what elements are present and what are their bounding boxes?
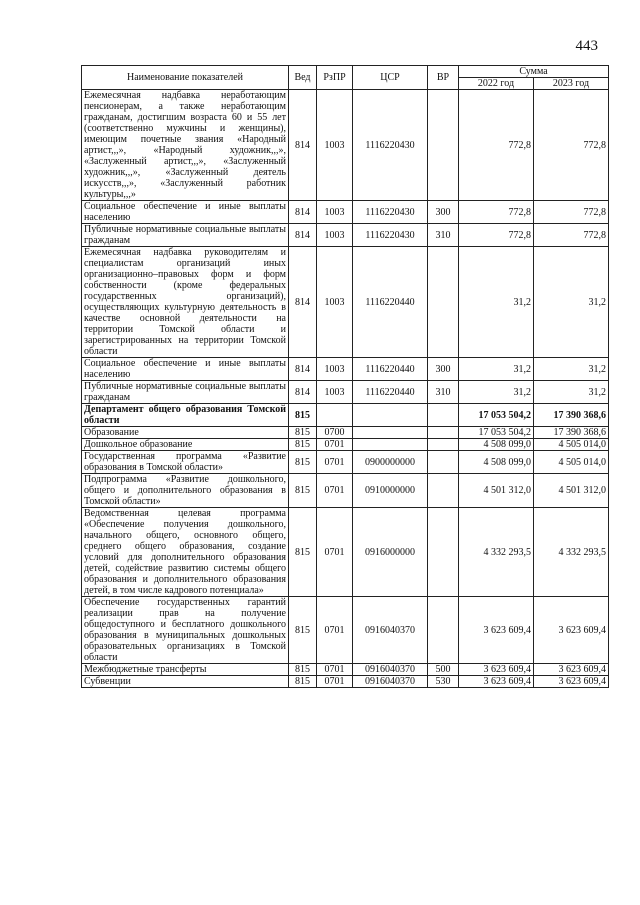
cell-y2022: 4 501 312,0 bbox=[459, 474, 534, 508]
cell-name: Публичные нормативные социальные выплаты гражданам bbox=[82, 381, 289, 404]
cell-rzpr: 0701 bbox=[317, 676, 353, 688]
cell-y2023: 3 623 609,4 bbox=[534, 676, 609, 688]
cell-vr: 310 bbox=[428, 381, 459, 404]
table-row bbox=[82, 247, 609, 358]
cell-y2023: 31,2 bbox=[534, 358, 609, 381]
cell-ved: 815 bbox=[289, 664, 317, 676]
cell-y2022: 772,8 bbox=[459, 201, 534, 224]
budget-table bbox=[81, 65, 609, 688]
cell-y2023: 772,8 bbox=[534, 201, 609, 224]
cell-vr: 310 bbox=[428, 224, 459, 247]
cell-ved: 815 bbox=[289, 676, 317, 688]
cell-y2023: 4 505 014,0 bbox=[534, 439, 609, 451]
cell-rzpr: 1003 bbox=[317, 90, 353, 201]
cell-vr bbox=[428, 597, 459, 664]
header-name: Наименование показателей bbox=[82, 66, 289, 90]
cell-rzpr: 1003 bbox=[317, 381, 353, 404]
table-row bbox=[82, 381, 609, 404]
table-row bbox=[82, 427, 609, 439]
cell-ved: 815 bbox=[289, 451, 317, 474]
header-sum: Сумма bbox=[459, 66, 609, 78]
cell-ved: 814 bbox=[289, 381, 317, 404]
cell-ved: 814 bbox=[289, 224, 317, 247]
header-ved: Вед bbox=[289, 66, 317, 90]
cell-name: Обеспечение государственных гарантий реализации прав на получение общедоступного и бесплатного дошкольного образования в муниципальных дошкольных образовательных организациях в Томской области bbox=[82, 597, 289, 664]
cell-csr: 1116220440 bbox=[353, 247, 428, 358]
cell-name: Социальное обеспечение и иные выплаты населению bbox=[82, 201, 289, 224]
cell-csr bbox=[353, 427, 428, 439]
cell-vr bbox=[428, 508, 459, 597]
table-row bbox=[82, 676, 609, 688]
cell-vr: 300 bbox=[428, 358, 459, 381]
cell-y2023: 31,2 bbox=[534, 247, 609, 358]
table-row bbox=[82, 508, 609, 597]
cell-y2023: 17 390 368,6 bbox=[534, 404, 609, 427]
cell-vr bbox=[428, 90, 459, 201]
cell-rzpr: 0701 bbox=[317, 451, 353, 474]
header-vr: ВР bbox=[428, 66, 459, 90]
table-row bbox=[82, 358, 609, 381]
cell-ved: 814 bbox=[289, 90, 317, 201]
table-row bbox=[82, 664, 609, 676]
cell-y2022: 3 623 609,4 bbox=[459, 676, 534, 688]
cell-csr: 1116220440 bbox=[353, 358, 428, 381]
cell-rzpr bbox=[317, 404, 353, 427]
cell-y2022: 31,2 bbox=[459, 247, 534, 358]
cell-rzpr: 0701 bbox=[317, 664, 353, 676]
cell-rzpr: 0701 bbox=[317, 508, 353, 597]
cell-ved: 815 bbox=[289, 427, 317, 439]
table-row bbox=[82, 597, 609, 664]
cell-vr: 500 bbox=[428, 664, 459, 676]
cell-vr bbox=[428, 474, 459, 508]
cell-ved: 815 bbox=[289, 404, 317, 427]
cell-y2022: 31,2 bbox=[459, 381, 534, 404]
cell-y2023: 4 332 293,5 bbox=[534, 508, 609, 597]
cell-name: Департамент общего образования Томской области bbox=[82, 404, 289, 427]
table-body bbox=[82, 90, 609, 688]
cell-y2023: 3 623 609,4 bbox=[534, 664, 609, 676]
cell-y2022: 4 508 099,0 bbox=[459, 439, 534, 451]
cell-y2022: 4 332 293,5 bbox=[459, 508, 534, 597]
cell-y2022: 31,2 bbox=[459, 358, 534, 381]
header-rzpr: РзПР bbox=[317, 66, 353, 90]
cell-vr bbox=[428, 451, 459, 474]
header-2023: 2023 год bbox=[534, 78, 609, 90]
cell-y2022: 4 508 099,0 bbox=[459, 451, 534, 474]
cell-y2023: 4 501 312,0 bbox=[534, 474, 609, 508]
cell-csr: 0916040370 bbox=[353, 664, 428, 676]
cell-vr bbox=[428, 247, 459, 358]
cell-vr bbox=[428, 427, 459, 439]
cell-ved: 815 bbox=[289, 508, 317, 597]
cell-name: Публичные нормативные социальные выплаты гражданам bbox=[82, 224, 289, 247]
cell-csr: 0916000000 bbox=[353, 508, 428, 597]
cell-ved: 814 bbox=[289, 247, 317, 358]
cell-name: Образование bbox=[82, 427, 289, 439]
cell-y2023: 772,8 bbox=[534, 224, 609, 247]
cell-csr: 0910000000 bbox=[353, 474, 428, 508]
cell-vr: 300 bbox=[428, 201, 459, 224]
cell-name: Подпрограмма «Развитие дошкольного, общего и дополнительного образования в Томской области» bbox=[82, 474, 289, 508]
cell-csr: 1116220430 bbox=[353, 90, 428, 201]
cell-rzpr: 0701 bbox=[317, 439, 353, 451]
cell-y2022: 3 623 609,4 bbox=[459, 664, 534, 676]
cell-name: Межбюджетные трансферты bbox=[82, 664, 289, 676]
table-row bbox=[82, 224, 609, 247]
cell-y2022: 17 053 504,2 bbox=[459, 427, 534, 439]
cell-y2023: 3 623 609,4 bbox=[534, 597, 609, 664]
cell-y2023: 17 390 368,6 bbox=[534, 427, 609, 439]
cell-name: Субвенции bbox=[82, 676, 289, 688]
cell-name: Социальное обеспечение и иные выплаты населению bbox=[82, 358, 289, 381]
cell-ved: 814 bbox=[289, 201, 317, 224]
cell-rzpr: 1003 bbox=[317, 201, 353, 224]
cell-csr bbox=[353, 404, 428, 427]
table-row bbox=[82, 90, 609, 201]
table-row bbox=[82, 201, 609, 224]
cell-name: Государственная программа «Развитие образования в Томской области» bbox=[82, 451, 289, 474]
cell-y2023: 31,2 bbox=[534, 381, 609, 404]
cell-csr: 1116220430 bbox=[353, 224, 428, 247]
cell-csr: 0916040370 bbox=[353, 597, 428, 664]
cell-name: Ежемесячная надбавка руководителям и специалистам организаций иных организационно–правовых форм и форм собственности (кроме федеральных государственных организаций), осуществляющих культурную деятельность в качестве основной деятельности на территории Томской области и зарегистрированных на территории Томской области bbox=[82, 247, 289, 358]
cell-rzpr: 1003 bbox=[317, 247, 353, 358]
cell-ved: 814 bbox=[289, 358, 317, 381]
cell-ved: 815 bbox=[289, 597, 317, 664]
cell-y2022: 772,8 bbox=[459, 90, 534, 201]
table-row bbox=[82, 404, 609, 427]
table-row bbox=[82, 474, 609, 508]
cell-rzpr: 1003 bbox=[317, 358, 353, 381]
cell-name: Ежемесячная надбавка неработающим пенсионерам, а также неработающим гражданам, достигшим возраста 60 и 55 лет (соответственно мужчины и женщины), имеющим почетные звания «Народный артист,,,», «Народный художник,,,», «Заслуженный артист,,,», «Заслуженный художник,,,», «Заслуженный деятель искусств,,,», «Заслуженный работник культуры,,,» bbox=[82, 90, 289, 201]
cell-ved: 815 bbox=[289, 474, 317, 508]
cell-name: Дошкольное образование bbox=[82, 439, 289, 451]
cell-csr bbox=[353, 439, 428, 451]
cell-y2022: 17 053 504,2 bbox=[459, 404, 534, 427]
cell-y2022: 3 623 609,4 bbox=[459, 597, 534, 664]
cell-vr bbox=[428, 439, 459, 451]
cell-rzpr: 0701 bbox=[317, 474, 353, 508]
header-2022: 2022 год bbox=[459, 78, 534, 90]
cell-vr: 530 bbox=[428, 676, 459, 688]
cell-vr bbox=[428, 404, 459, 427]
cell-csr: 0916040370 bbox=[353, 676, 428, 688]
cell-name: Ведомственная целевая программа «Обеспечение получения дошкольного, начального общего, основного общего, среднего общего образования, создание условий для дополнительного образования детей, содействие развитию системы общего образования и дополнительного образования детей, в том числе кадрового потенциала» bbox=[82, 508, 289, 597]
cell-y2022: 772,8 bbox=[459, 224, 534, 247]
header-csr: ЦСР bbox=[353, 66, 428, 90]
cell-y2023: 4 505 014,0 bbox=[534, 451, 609, 474]
page-number: 443 bbox=[575, 38, 598, 54]
table-row bbox=[82, 451, 609, 474]
cell-csr: 1116220430 bbox=[353, 201, 428, 224]
cell-rzpr: 1003 bbox=[317, 224, 353, 247]
cell-y2023: 772,8 bbox=[534, 90, 609, 201]
cell-rzpr: 0700 bbox=[317, 427, 353, 439]
cell-csr: 1116220440 bbox=[353, 381, 428, 404]
cell-csr: 0900000000 bbox=[353, 451, 428, 474]
cell-ved: 815 bbox=[289, 439, 317, 451]
cell-rzpr: 0701 bbox=[317, 597, 353, 664]
table-row bbox=[82, 439, 609, 451]
